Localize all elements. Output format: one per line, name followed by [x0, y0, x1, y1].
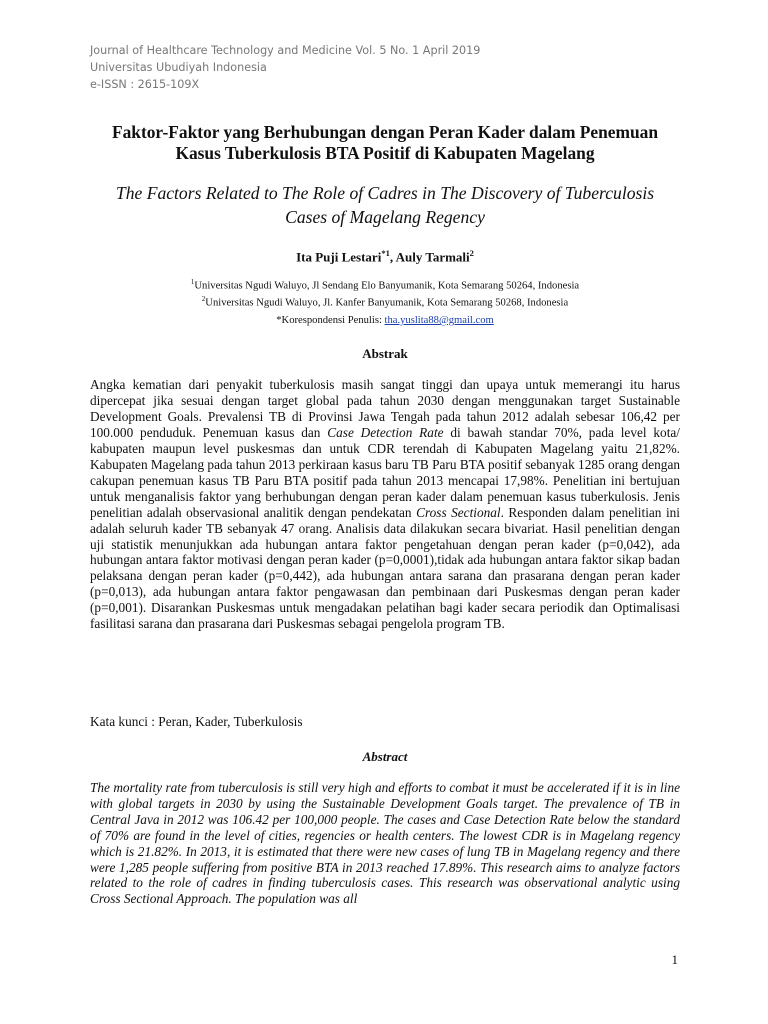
affiliation-2-text: Universitas Ngudi Waluyo, Jl. Kanfer Banyumanik, Kota Semarang 50268, Indonesia [205, 297, 569, 309]
affiliation-2-superscript: 2 [201, 294, 206, 303]
author-list [90, 244, 680, 266]
page-number: 1 [671, 952, 678, 967]
author-2: Auly Tarmali [395, 249, 470, 265]
abstrak-italic-case-detection-rate: Case Detection Rate [327, 424, 444, 440]
abstract-heading: Abstract [362, 749, 408, 764]
title-indonesian-line-2: Kasus Tuberkulosis BTA Positif di Kabupaten Magelang [175, 143, 595, 163]
keywords: Kata kunci : Peran, Kader, Tuberkulosis [90, 714, 303, 729]
title-english-line-1: The Factors Related to The Role of Cadres in The Discovery of Tuberculosis [115, 183, 655, 203]
affiliation-1-text: Universitas Ngudi Waluyo, Jl Sendang Elo Banyumanik, Kota Semarang 50264, Indonesia [194, 280, 580, 292]
abstrak-text-part-2: di bawah standar 70%, pada level kota/ kabupaten maupun level puskesmas dan untuk CDR terendah di Kabupaten Magelang yaitu 21,82%. Kabupaten Magelang pada tahun 2013 perkiraan kasus baru TB Paru BTA positif sebanyak 1285 orang dengan cakupan penemuan kasus TB Paru BTA positif pada tahun 2013 mencapai 17,98%. Penelitian ini bertujuan untuk menganalisis faktor yang berhubungan dengan peran kader dalam penemuan kasus tuberkulosis. Jenis penelitian adalah observasional analitik dengan pendekatan [90, 424, 680, 520]
title-english [90, 181, 680, 229]
title-indonesian [90, 122, 680, 164]
correspondence [90, 314, 680, 328]
author-2-superscript: 2 [469, 248, 474, 258]
abstrak-body [90, 377, 680, 632]
abstrak-text-part-1: Angka kematian dari penyakit tuberkulosis masih sangat tinggi dan upaya untuk memerangi itu harus dipercepat jika sesuai dengan target global pada tahun 2030 dengan menggunakan target Sustainable Development Goals. Prevalensi TB di Provinsi Jawa Tengah pada tahun 2012 adalah sebesar 106,42 per 100.000 penduduk. Penemuan kasus dan [90, 377, 680, 440]
abstrak-heading: Abstrak [362, 346, 408, 361]
title-english-line-2: Cases of Magelang Regency [285, 207, 485, 227]
affiliation-2 [90, 293, 680, 310]
affiliation-1 [90, 276, 680, 293]
author-1-superscript: *1 [381, 248, 390, 258]
journal-issn: e-ISSN : 2615-109X [90, 78, 200, 91]
correspondence-email-link[interactable]: tha.yuslita88@gmail.com [384, 315, 494, 326]
journal-publisher: Universitas Ubudiyah Indonesia [90, 61, 267, 74]
journal-header [90, 42, 480, 93]
author-1: Ita Puji Lestari [296, 249, 382, 265]
abstrak-italic-cross-sectional: Cross Sectional [416, 504, 501, 520]
affiliations [90, 276, 680, 309]
title-indonesian-line-1: Faktor-Faktor yang Berhubungan dengan Peran Kader dalam Penemuan [111, 122, 659, 142]
abstrak-text-part-3: . Responden dalam penelitian ini adalah seluruh kader TB sebanyak 47 orang. Analisis data dilakukan secara bivariat. Hasil penelitian dengan uji statistik menunjukkan ada hubungan antara faktor pengetahuan dengan peran kader (p=0,042), ada hubungan antara faktor motivasi dengan peran kader (p=0,0001),tidak ada hubungan antara faktor sikap badan pelaksana dengan peran kader (p=0,442), ada hubungan antara sarana dan prasarana dengan peran kader (p=0,013), ada hubungan antara faktor pengawasan dan pembinaan dari Puskesmas dengan peran kader (p=0,001). Disarankan Puskesmas untuk mengadakan pelatihan bagi kader secara periodik dan Optimalisasi fasilitasi sarana dan prasarana dari Puskesmas sebagai pengelola program TB. [90, 504, 680, 632]
journal-name: Journal of Healthcare Technology and Medicine Vol. 5 No. 1 April 2019 [90, 44, 481, 57]
affiliation-1-superscript: 1 [190, 278, 195, 286]
author-separator: , [389, 249, 396, 265]
correspondence-label: *Korespondensi Penulis: [276, 315, 385, 326]
abstract-body: The mortality rate from tuberculosis is still very high and efforts to combat it must be accelerated if it is in line with global targets in 2030 by using the Sustainable Development Goals target. The prevalence of TB in Central Java in 2012 was 106.42 per 100,000 people. The cases and Case Detection Rate below the standard of 70% are found in the level of cities, regencies or health centers. The lowest CDR is in Magelang regency which is 21.82%. In 2013, it is estimated that there were new cases of lung TB in Magelang regency and there were 1,285 people suffering from positive BTA in 2013 reached 17.89%. This research aims to analyze factors related to the role of cadres in finding tuberculosis cases. This research was observational analytic using Cross Sectional Approach. The population was all [90, 780, 680, 907]
